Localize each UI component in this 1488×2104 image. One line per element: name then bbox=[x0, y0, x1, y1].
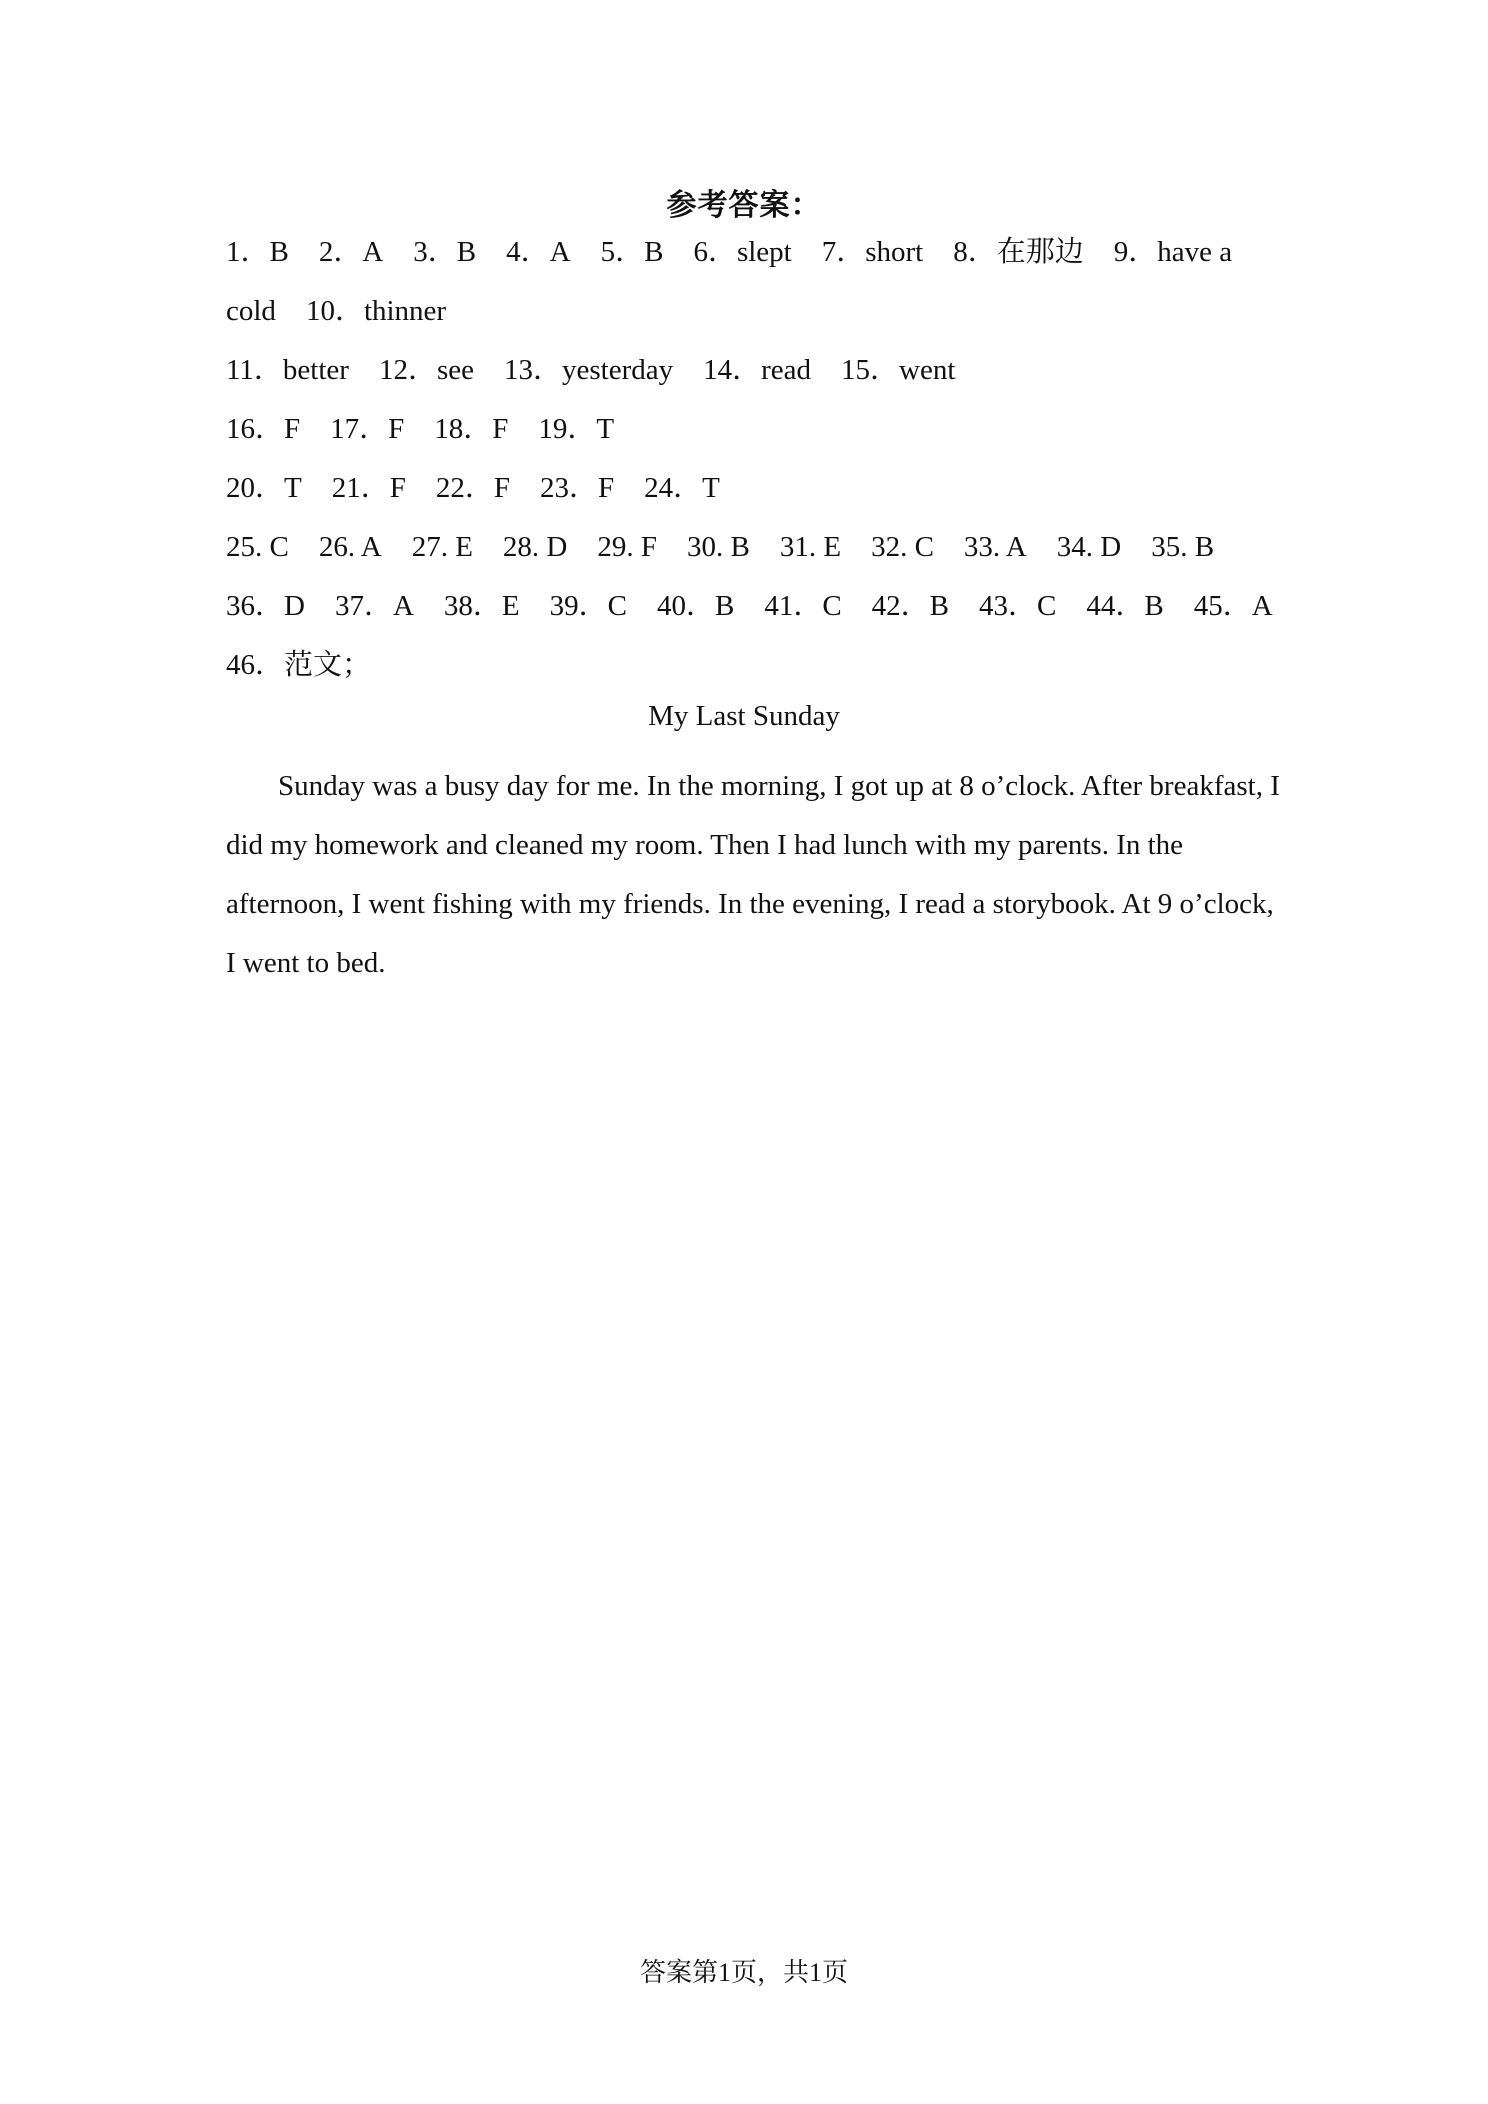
answer-item: 15．went bbox=[841, 354, 956, 386]
answer-item: 11．better bbox=[226, 354, 349, 386]
answer-item: 2．A bbox=[318, 236, 384, 268]
page-footer: 答案第1页，共1页 bbox=[639, 1958, 848, 1987]
answer-item: 16．F bbox=[226, 413, 301, 445]
answer-item: 34. D bbox=[1056, 531, 1122, 563]
answer-item: 4．A bbox=[506, 236, 571, 268]
essay-title: My Last Sunday bbox=[648, 700, 840, 732]
answer-item: 24．T bbox=[644, 472, 720, 504]
answer-item: 27. E bbox=[411, 531, 473, 563]
answer-line bbox=[226, 348, 1286, 407]
answer-item: 35. B bbox=[1151, 531, 1215, 563]
answer-item: 31. E bbox=[779, 531, 842, 563]
answer-item: 39．C bbox=[549, 590, 627, 622]
answer-item: 20．T bbox=[226, 472, 302, 504]
answer-item: 19．T bbox=[538, 413, 615, 445]
answer-item: 10．thinner bbox=[305, 295, 447, 327]
answer-item: cold bbox=[226, 295, 276, 327]
answer-item: 45．A bbox=[1193, 590, 1273, 622]
answer-item: 30. B bbox=[687, 531, 750, 563]
answer-item: 26. A bbox=[318, 531, 382, 563]
answer-item: 44．B bbox=[1086, 590, 1164, 622]
answer-item: 21．F bbox=[331, 472, 406, 504]
answer-item: 25. C bbox=[226, 531, 289, 563]
answer-item: 6．slept bbox=[693, 236, 792, 268]
answer-item: 13．yesterday bbox=[503, 354, 674, 386]
answer-item: 36．D bbox=[226, 590, 305, 622]
answer-item: 17．F bbox=[330, 413, 405, 445]
answer-line bbox=[226, 230, 1286, 289]
answer-item: 29. F bbox=[597, 531, 657, 563]
answer-item: 5．B bbox=[600, 236, 664, 268]
answer-line bbox=[226, 407, 1286, 466]
answer-item: 40．B bbox=[656, 590, 735, 622]
answer-item: 23．F bbox=[540, 472, 615, 504]
answer-item: 43．C bbox=[979, 590, 1057, 622]
answer-item: 42．B bbox=[871, 590, 949, 622]
answer-line bbox=[226, 289, 1286, 348]
answer-item: 41．C bbox=[764, 590, 842, 622]
answer-item: 8．在那边 bbox=[953, 236, 1084, 268]
answer-item: 38．E bbox=[443, 590, 520, 622]
answer-item: 46．范文； bbox=[226, 649, 372, 681]
answer-item: 12．see bbox=[378, 354, 474, 386]
answer-item: 3．B bbox=[413, 236, 477, 268]
answer-item: 37．A bbox=[334, 590, 414, 622]
answer-list bbox=[226, 230, 1286, 702]
answer-line bbox=[226, 525, 1286, 584]
page-title: 参考答案： bbox=[666, 189, 822, 222]
essay bbox=[226, 757, 1286, 993]
answer-line bbox=[226, 643, 1286, 702]
answer-item: 9．have a bbox=[1113, 236, 1233, 268]
answer-item: 14．read bbox=[703, 354, 812, 386]
answer-item: 32. C bbox=[871, 531, 934, 563]
answer-line bbox=[226, 466, 1286, 525]
answer-line bbox=[226, 584, 1286, 643]
answer-item: 18．F bbox=[434, 413, 509, 445]
answer-item: 1．B bbox=[226, 236, 289, 268]
answer-item: 28. D bbox=[502, 531, 568, 563]
answer-item: 22．F bbox=[435, 472, 510, 504]
answer-item: 7．short bbox=[821, 236, 924, 268]
answer-item: 33. A bbox=[963, 531, 1027, 563]
essay-body: Sunday was a busy day for me. In the morning, I got up at 8 o’clock. After breakfast, I did my homework and cleaned my room. Then I had lunch with my parents. In the afternoon, I went fishing with my friends. In the evening, I read a storybook. At 9 o’clock, I went to bed. bbox=[226, 770, 1280, 979]
